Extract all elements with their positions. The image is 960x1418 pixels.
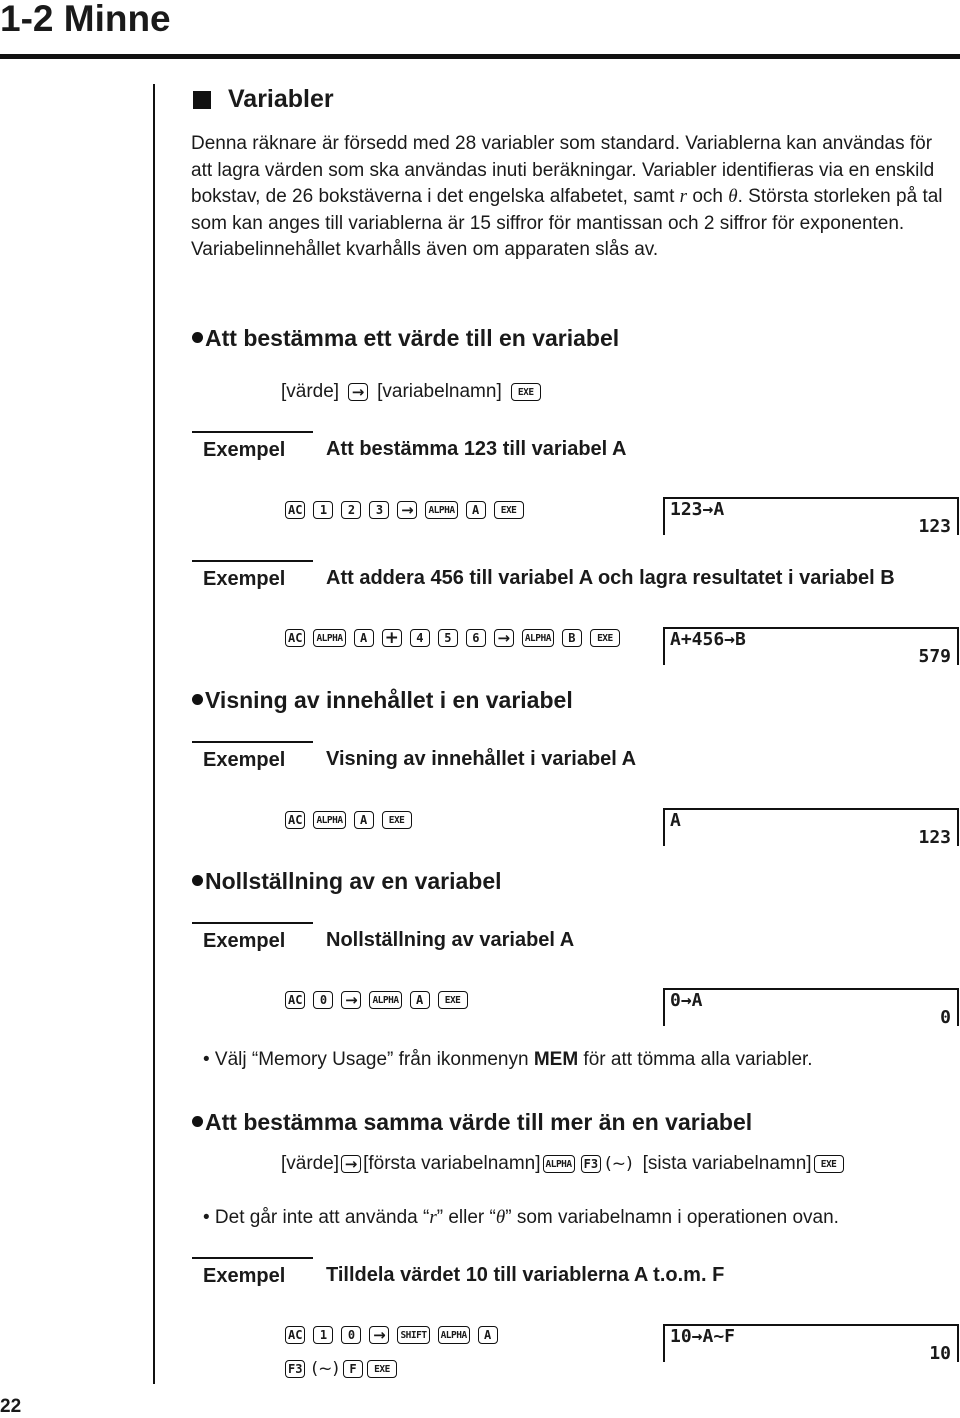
key-exe: EXE	[814, 1155, 844, 1173]
side-rule	[153, 84, 155, 1384]
note-memory-usage: • Välj “Memory Usage” från ikonmenyn MEM för att tömma alla variabler.	[203, 1049, 813, 1070]
key-f: F	[343, 1360, 363, 1378]
tilde-label: (~)	[605, 1154, 633, 1174]
key-3: 3	[369, 501, 389, 519]
key-alpha: ALPHA	[522, 629, 554, 647]
key-arrow: →	[397, 501, 417, 519]
syntax-assign	[281, 381, 541, 403]
key-exe: EXE	[367, 1360, 397, 1378]
key-alpha: ALPHA	[543, 1155, 575, 1173]
key-sequence	[285, 811, 412, 829]
calculator-screen	[663, 988, 959, 1026]
screen-line-2: 10	[929, 1343, 951, 1364]
section-square-icon	[193, 91, 211, 109]
key-ac: AC	[285, 991, 305, 1009]
syntax-last: [sista variabelnamn]	[642, 1153, 812, 1174]
key-ac: AC	[285, 629, 305, 647]
example-label: Exempel	[192, 560, 313, 591]
screen-line-2: 579	[918, 646, 951, 667]
key-6: 6	[466, 629, 486, 647]
heading-assign: Att bestämma ett värde till en variabel	[192, 325, 619, 352]
screen-line-2: 0	[940, 1007, 951, 1028]
key-sequence	[285, 501, 524, 519]
screen-line-1: A	[670, 810, 681, 831]
key-alpha: ALPHA	[425, 501, 457, 519]
key-a: A	[354, 811, 374, 829]
screen-line-1: 0→A	[670, 990, 703, 1011]
key-arrow: →	[348, 383, 368, 401]
key-ac: AC	[285, 501, 305, 519]
calculator-screen	[663, 627, 959, 665]
syntax-value: [värde]	[281, 1153, 340, 1174]
key-exe: EXE	[382, 811, 412, 829]
example-label: Exempel	[192, 1257, 313, 1288]
key-ac: AC	[285, 1326, 305, 1344]
calculator-screen	[663, 497, 959, 535]
key-0: 0	[313, 991, 333, 1009]
key-5: 5	[438, 629, 458, 647]
example-label: Exempel	[192, 922, 313, 953]
syntax-first: [första variabelnamn]	[363, 1153, 541, 1174]
key-plus: +	[382, 629, 402, 647]
bullet-icon	[192, 332, 203, 343]
key-sequence	[285, 1326, 498, 1344]
key-2: 2	[341, 501, 361, 519]
key-alpha: ALPHA	[313, 811, 345, 829]
example-label: Exempel	[192, 741, 313, 772]
key-1: 1	[313, 501, 333, 519]
syntax-multi	[281, 1153, 844, 1175]
chapter-title: 1-2 Minne	[0, 0, 171, 39]
bullet-icon	[192, 694, 203, 705]
header-rule	[0, 54, 960, 59]
screen-line-2: 123	[918, 516, 951, 537]
key-sequence	[285, 629, 620, 647]
syntax-value: [värde]	[281, 381, 340, 402]
key-shift: SHIFT	[397, 1326, 429, 1344]
syntax-name: [variabelnamn]	[377, 381, 502, 402]
heading-display: Visning av innehållet i en variabel	[192, 687, 573, 714]
example-label: Exempel	[192, 431, 313, 462]
key-a: A	[354, 629, 374, 647]
key-alpha: ALPHA	[313, 629, 345, 647]
key-f3: F3	[285, 1360, 305, 1378]
key-alpha: ALPHA	[369, 991, 401, 1009]
key-arrow: →	[494, 629, 514, 647]
calculator-screen	[663, 808, 959, 846]
screen-line-2: 123	[918, 827, 951, 848]
intro-paragraph: Denna räknare är försedd med 28 variabler som standard. Variablerna kan användas för att lagra värden som ska användas inuti beräkningar. Variabler identifieras via en enskild bokstav, de 26 bokstäverna i det engelska alfabetet, samt r och θ. Största storleken på tal som kan anges till variablerna är 15 siffror för mantissan och 2 siffror för exponenten. Variabelinnehållet kvarhålls även om apparaten slås av.	[191, 133, 943, 260]
example-text: Nollställning av variabel A	[326, 929, 575, 951]
key-a: A	[478, 1326, 498, 1344]
example-text: Visning av innehållet i variabel A	[326, 748, 637, 770]
key-exe: EXE	[511, 383, 541, 401]
key-arrow: →	[369, 1326, 389, 1344]
key-a: A	[410, 991, 430, 1009]
heading-reset: Nollställning av en variabel	[192, 868, 502, 895]
key-0: 0	[341, 1326, 361, 1344]
key-ac: AC	[285, 811, 305, 829]
note-r-theta: • Det går inte att använda “r” eller “θ” som variabelnamn i operationen ovan.	[203, 1207, 839, 1228]
key-4: 4	[410, 629, 430, 647]
tilde-label: (~)	[311, 1359, 339, 1379]
key-a: A	[466, 501, 486, 519]
key-exe: EXE	[494, 501, 524, 519]
key-arrow: →	[341, 991, 361, 1009]
key-sequence	[285, 991, 468, 1009]
key-alpha: ALPHA	[438, 1326, 470, 1344]
screen-line-1: 10→A~F	[670, 1326, 736, 1347]
key-1: 1	[313, 1326, 333, 1344]
screen-line-1: 123→A	[670, 499, 725, 520]
key-arrow: →	[341, 1155, 361, 1173]
screen-line-1: A+456→B	[670, 629, 746, 650]
heading-multi: Att bestämma samma värde till mer än en variabel	[192, 1109, 752, 1136]
page-number: 22	[0, 1396, 22, 1417]
section-title: Variabler	[228, 85, 334, 113]
bullet-icon	[192, 875, 203, 886]
example-text: Tilldela värdet 10 till variablerna A t.o.m. F	[326, 1264, 725, 1286]
bullet-icon	[192, 1116, 203, 1127]
calculator-screen	[663, 1324, 959, 1362]
example-text: Att bestämma 123 till variabel A	[326, 438, 627, 460]
key-exe: EXE	[590, 629, 620, 647]
key-sequence	[285, 1359, 397, 1379]
key-exe: EXE	[438, 991, 468, 1009]
key-b: B	[562, 629, 582, 647]
example-text: Att addera 456 till variabel A och lagra resultatet i variabel B	[326, 567, 895, 589]
key-f3: F3	[581, 1155, 601, 1173]
